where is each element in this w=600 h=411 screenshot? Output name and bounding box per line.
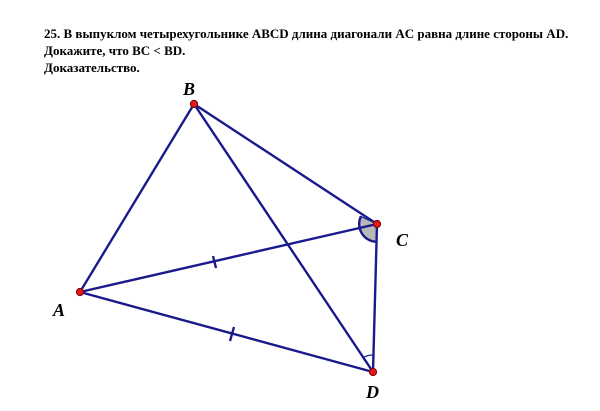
- angle-marker-c: [359, 216, 377, 241]
- diagonal-bd: [194, 104, 373, 372]
- vertex-label-b: B: [183, 79, 196, 99]
- segment-ab: [80, 104, 194, 292]
- problem-goal: Докажите, что BC < BD.: [44, 43, 186, 58]
- segment-ad: [80, 292, 373, 372]
- vertex-a-point: [76, 288, 83, 295]
- vertex-b-point: [190, 100, 197, 107]
- vertex-label-d: D: [366, 382, 379, 402]
- vertex-d-point: [369, 368, 376, 375]
- vertex-label-c: C: [396, 230, 409, 250]
- problem-statement: 25. В выпуклом четырехугольнике ABCD длина диагонали AC равна длине стороны AD.: [44, 26, 569, 41]
- vertex-c-point: [373, 220, 380, 227]
- segment-cd: [373, 224, 377, 372]
- proof-heading: Доказательство.: [44, 60, 140, 75]
- tick-mark-ac: [213, 256, 216, 268]
- vertex-label-a: A: [53, 300, 66, 320]
- segment-bc: [194, 104, 377, 224]
- diagonal-ac: [80, 224, 377, 292]
